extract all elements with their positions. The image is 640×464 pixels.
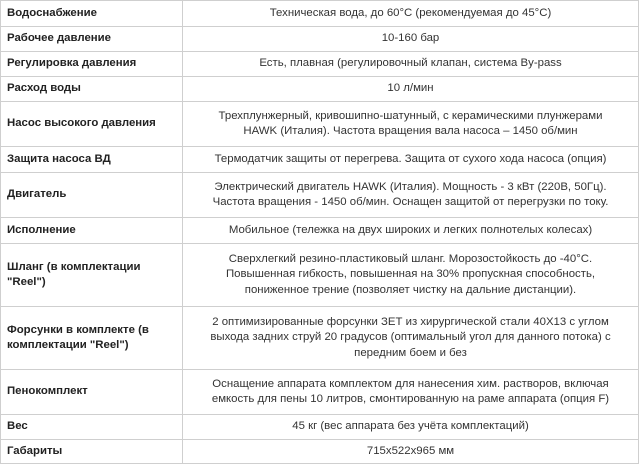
value-line: 2 оптимизированные форсунки ЗЕТ из хирургической стали 40Х13 с углом — [212, 315, 609, 328]
table-row — [1, 370, 639, 415]
value-line: Техническая вода, до 60°С (рекомендуемая до 45°С) — [269, 6, 552, 19]
value-line: Есть, плавная (регулировочный клапан, система By-pass — [259, 57, 562, 70]
value-line: Повышенная гибкость, повышенная на 30% пропускная способность, — [225, 268, 596, 281]
value-line: Частота вращения - 1450 об/мин. Оснащен защитой от перегрузки по току. — [212, 196, 609, 208]
value-line: 45 кг (вес аппарата без учёта комплектаций) — [292, 420, 529, 433]
table-row — [1, 102, 639, 147]
parameter-value — [183, 370, 639, 415]
parameter-value — [183, 1, 639, 27]
parameter-name: Шланг (в комплектации "Reel") — [1, 244, 183, 307]
table-row — [1, 307, 639, 370]
parameter-value — [183, 173, 639, 218]
value-line: HAWK (Италия). Частота вращения вала насоса – 1450 об/мин — [243, 125, 578, 137]
value-line: 715х522х965 мм — [366, 444, 455, 457]
parameter-value — [183, 440, 639, 464]
value-line: 10-160 бар — [381, 32, 440, 45]
table-row — [1, 52, 639, 77]
parameter-value — [183, 307, 639, 370]
parameter-value — [183, 77, 639, 102]
value-line: передним боем и без — [354, 346, 467, 359]
table-row — [1, 218, 639, 244]
parameter-name: Рабочее давление — [1, 27, 183, 52]
table-row — [1, 415, 639, 440]
specifications-body — [1, 1, 639, 464]
value-line: Электрический двигатель HAWK (Италия). Мощность - 3 кВт (220В, 50Гц). — [214, 180, 607, 193]
value-line: Трехплунжерный, кривошипно-шатунный, с керамическими плунжерами — [218, 109, 603, 122]
parameter-name: Пенокомплект — [1, 370, 183, 415]
value-line: емкость для пены 10 литров, смонтированную на раме аппарата (опция F) — [211, 393, 610, 405]
parameter-name: Расход воды — [1, 77, 183, 102]
parameter-name: Габариты — [1, 440, 183, 464]
table-row — [1, 440, 639, 464]
parameter-name: Защита насоса ВД — [1, 147, 183, 173]
parameter-value — [183, 102, 639, 147]
table-row — [1, 147, 639, 173]
parameter-value — [183, 218, 639, 244]
table-row — [1, 173, 639, 218]
parameter-value — [183, 415, 639, 440]
parameter-value — [183, 244, 639, 307]
value-line: выхода задних струй 20 градусов (оптимальный угол для данного потока) с — [210, 331, 611, 344]
parameter-value — [183, 27, 639, 52]
table-row — [1, 244, 639, 307]
value-line: Термодатчик защиты от перегрева. Защита от сухого хода насоса (опция) — [214, 152, 607, 165]
parameter-name: Регулировка давления — [1, 52, 183, 77]
table-row — [1, 27, 639, 52]
value-line: Сверхлегкий резино-пластиковый шланг. Морозостойкость до -40°С. — [228, 252, 593, 265]
value-line: пониженное трение (позволяет чистку на дальние дистанции). — [244, 283, 577, 296]
table-row — [1, 77, 639, 102]
parameter-name: Водоснабжение — [1, 1, 183, 27]
value-line: Мобильное (тележка на двух широких и легких полнотелых колесах) — [228, 223, 593, 236]
value-line: Оснащение аппарата комплектом для нанесения хим. растворов, включая — [212, 377, 609, 390]
value-line: 10 л/мин — [387, 82, 434, 95]
parameter-name: Исполнение — [1, 218, 183, 244]
parameter-name: Двигатель — [1, 173, 183, 218]
parameter-name: Насос высокого давления — [1, 102, 183, 147]
table-row — [1, 1, 639, 27]
parameter-value — [183, 52, 639, 77]
parameter-value — [183, 147, 639, 173]
parameter-name: Форсунки в комплекте (в комплектации "Reel") — [1, 307, 183, 370]
parameter-name: Вес — [1, 415, 183, 440]
